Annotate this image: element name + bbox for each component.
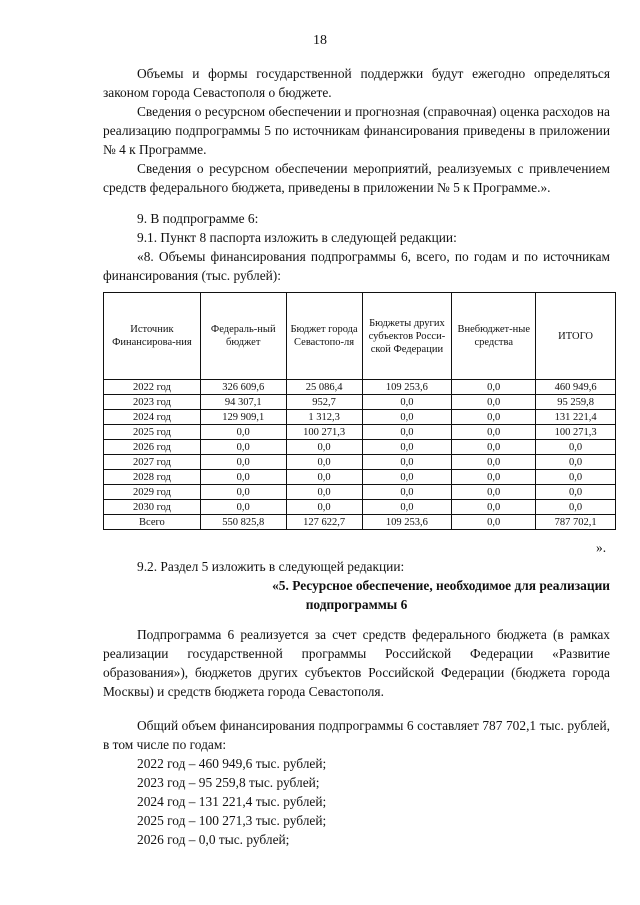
table-row [104,440,616,455]
table-cell: 0,0 [452,395,536,410]
table-cell: 0,0 [362,485,452,500]
table-cell: 460 949,6 [536,380,616,395]
table-cell: 0,0 [200,455,286,470]
paragraph-state-support: Объемы и формы государственной поддержки будут ежегодно определяться законом города Севастополя о бюджете. [103,66,610,100]
section-title-line-1: «5. Ресурсное обеспечение, необходимое для реализации [272,578,610,593]
table-cell: 0,0 [200,425,286,440]
paragraph-subprogram-6-funding: Подпрограмма 6 реализуется за счет средств федерального бюджета (в рамках реализации государственной программы Российской Федерации «Развитие образования»), бюджетов других субъектов Российской Федерации (бюджета города Москвы) и средств бюджета города Севастополя. [103,627,610,699]
table-total-row [104,515,616,530]
table-cell: 0,0 [362,440,452,455]
table-cell: 0,0 [362,470,452,485]
header-extrabudgetary: Внебюджет-ные средства [452,293,536,380]
table-cell: 2030 год [104,500,201,515]
table-header-row [104,293,616,380]
table-cell: 2025 год [104,425,201,440]
table-row [104,395,616,410]
year-line-2022: 2022 год – 460 949,6 тыс. рублей; [137,756,327,771]
table-cell: 0,0 [536,485,616,500]
table-cell: 0,0 [286,500,362,515]
year-line-2023: 2023 год – 95 259,8 тыс. рублей; [137,775,320,790]
table-cell: 787 702,1 [536,515,616,530]
header-city-budget: Бюджет города Севастопо-ля [286,293,362,380]
table-cell: 25 086,4 [286,380,362,395]
paragraph-item-9-2: 9.2. Раздел 5 изложить в следующей редакции: [137,559,405,574]
table-cell: 0,0 [452,440,536,455]
table-cell: 2022 год [104,380,201,395]
table-cell: 95 259,8 [536,395,616,410]
table-cell: 0,0 [362,395,452,410]
page-number: 18 [313,33,327,48]
header-source: Источник Финансирова-ния [104,293,201,380]
table-cell: 0,0 [200,485,286,500]
table-cell: 0,0 [286,485,362,500]
header-total: ИТОГО [536,293,616,380]
table-cell: 2028 год [104,470,201,485]
section-title-line-2: подпрограммы 6 [305,597,408,612]
table-cell: 0,0 [200,470,286,485]
table-cell: 2024 год [104,410,201,425]
paragraph-resource-subprogram-5: Сведения о ресурсном обеспечении и прогнозная (справочная) оценка расходов на реализацию подпрограммы 5 по источникам финансирования приведены в приложении № 4 к Программе. [103,104,610,157]
table-cell: 0,0 [362,455,452,470]
table-cell: 0,0 [452,485,536,500]
paragraph-total-volume: Общий объем финансирования подпрограммы 6 составляет 787 702,1 тыс. рублей, в том числе по годам: [103,718,610,752]
table-cell: 0,0 [536,440,616,455]
table-cell: 0,0 [286,455,362,470]
paragraph-financing-volumes: «8. Объемы финансирования подпрограммы 6, всего, по годам и по источникам финансирования (тыс. рублей): [103,249,610,283]
closing-quote: ». [596,540,607,555]
table-cell: 0,0 [200,440,286,455]
paragraph-subprogram-6: 9. В подпрограмме 6: [137,211,259,226]
financing-table [103,292,616,530]
table-cell: 0,0 [200,500,286,515]
table-cell: 109 253,6 [362,380,452,395]
table-cell: 0,0 [536,500,616,515]
year-line-2025: 2025 год – 100 271,3 тыс. рублей; [137,813,327,828]
table-row [104,485,616,500]
table-cell: 0,0 [452,380,536,395]
table-cell: 0,0 [286,440,362,455]
table-cell: 0,0 [452,410,536,425]
table-cell: 100 271,3 [286,425,362,440]
year-line-2024: 2024 год – 131 221,4 тыс. рублей; [137,794,327,809]
table-cell: 2026 год [104,440,201,455]
table-cell: 952,7 [286,395,362,410]
table-cell: 129 909,1 [200,410,286,425]
table-cell: 0,0 [452,500,536,515]
table-cell: 0,0 [536,470,616,485]
table-cell: 0,0 [362,500,452,515]
table-cell: 127 622,7 [286,515,362,530]
table-cell: 550 825,8 [200,515,286,530]
table-cell: 1 312,3 [286,410,362,425]
table-cell: 0,0 [362,410,452,425]
table-cell: 2027 год [104,455,201,470]
table-row [104,380,616,395]
table-cell: 0,0 [452,515,536,530]
table-cell: 94 307,1 [200,395,286,410]
table-row [104,455,616,470]
table-cell: 0,0 [452,425,536,440]
year-line-2026: 2026 год – 0,0 тыс. рублей; [137,832,290,847]
table-cell: 0,0 [452,470,536,485]
paragraph-item-9-1: 9.1. Пункт 8 паспорта изложить в следующей редакции: [137,230,457,245]
table-cell: 0,0 [286,470,362,485]
table-cell: Всего [104,515,201,530]
table-cell: 326 609,6 [200,380,286,395]
header-federal-budget: Федераль-ный бюджет [200,293,286,380]
table-cell: 2029 год [104,485,201,500]
table-row [104,470,616,485]
table-cell: 0,0 [362,425,452,440]
table-row [104,410,616,425]
table-cell: 109 253,6 [362,515,452,530]
table-cell: 100 271,3 [536,425,616,440]
table-cell: 131 221,4 [536,410,616,425]
header-other-subjects-budget: Бюджеты других субъектов Росси-ской Федерации [362,293,452,380]
table-cell: 2023 год [104,395,201,410]
table-cell: 0,0 [536,455,616,470]
table-row [104,425,616,440]
table-cell: 0,0 [452,455,536,470]
paragraph-federal-budget-info: Сведения о ресурсном обеспечении мероприятий, реализуемых с привлечением средств федерального бюджета, приведены в приложении № 5 к Программе.». [103,161,610,195]
table-row [104,500,616,515]
